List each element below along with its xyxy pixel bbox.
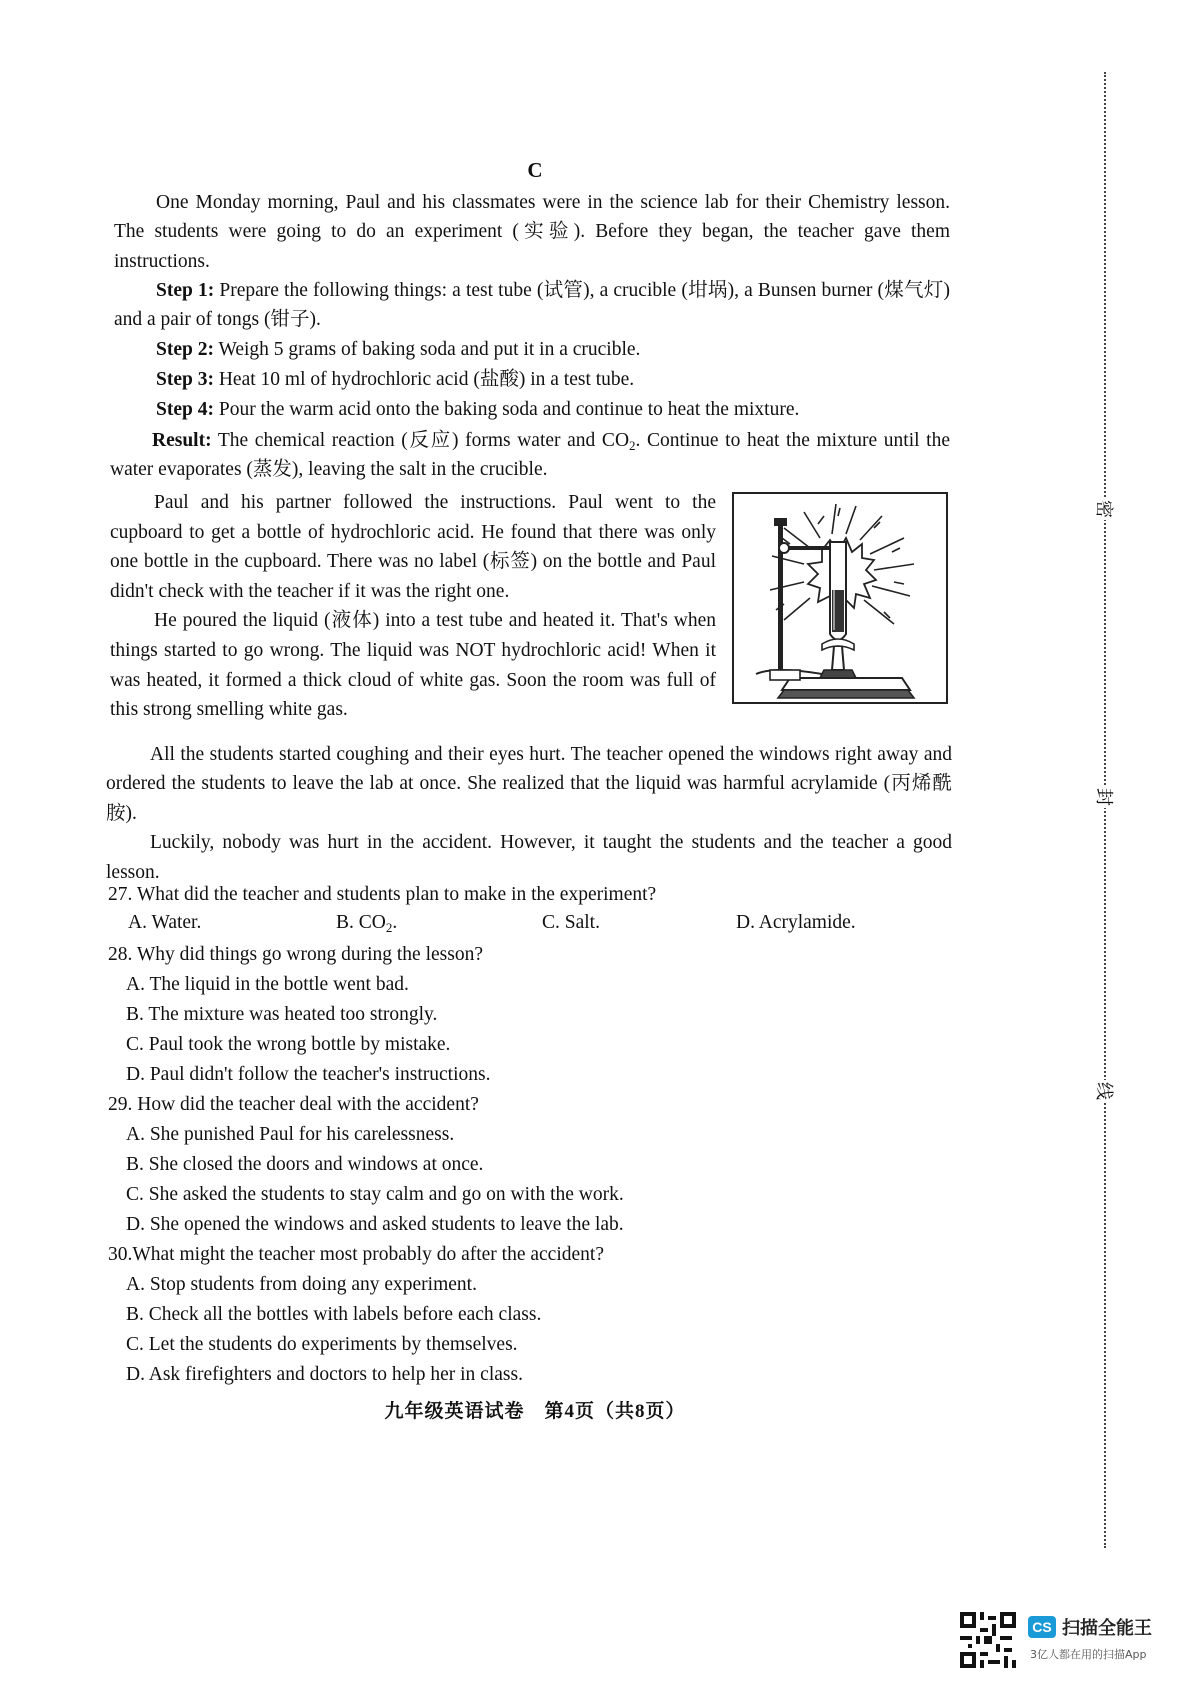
cs-logo-icon: CS <box>1028 1616 1056 1638</box>
story-paragraph: All the students started coughing and their eyes hurt. The teacher opened the windows right away and ordered the students to leave the lab at once. She realized that the liquid was harmful acrylamide (丙烯酰胺). <box>106 744 952 824</box>
intro-paragraph: One Monday morning, Paul and his classmates were in the science lab for their Chemistry lesson. The students were going to do an experiment (实验). Before they began, the teacher gave them instructions. <box>114 192 950 272</box>
scanner-tagline: 3亿人都在用的扫描App <box>1030 1648 1147 1661</box>
page-footer: 九年级英语试卷 第4页（共8页） <box>384 1401 686 1422</box>
option-29-b[interactable]: B. She closed the doors and windows at once. <box>126 1154 484 1175</box>
seal-mark-mi: 密 <box>1090 498 1120 520</box>
option-27-d[interactable]: D. Acrylamide. <box>736 912 856 933</box>
result-paragraph: Result: The chemical reaction (反应) forms water and $CO_2$. Continue to heat the mixture until the water evaporates (蒸发), leaving the salt in the crucible. <box>110 430 950 481</box>
option-30-c[interactable]: C. Let the students do experiments by themselves. <box>126 1334 518 1355</box>
step-4 <box>156 395 799 424</box>
option-27-b[interactable]: B. $CO_2$. <box>336 912 398 935</box>
story-paragraph: Luckily, nobody was hurt in the accident. However, it taught the students and the teacher a good lesson. <box>106 832 952 883</box>
step-text: Pour the warm acid onto the baking soda and continue to heat the mixture. <box>218 399 800 420</box>
scanner-app-name: 扫描全能王 <box>1062 1618 1152 1639</box>
step-text: Heat 10 ml of hydrochloric acid (盐酸) in a test tube. <box>218 369 635 390</box>
bunsen-burner-test-tube-icon <box>734 494 946 702</box>
option-29-c[interactable]: C. She asked the students to stay calm and go on with the work. <box>126 1184 624 1205</box>
option-27-c[interactable]: C. Salt. <box>542 912 600 933</box>
option-27-a[interactable]: A. Water. <box>128 912 202 933</box>
qr-code-icon <box>960 1612 1016 1668</box>
option-28-d[interactable]: D. Paul didn't follow the teacher's instructions. <box>126 1064 491 1085</box>
step-2 <box>156 335 640 364</box>
step-text: Weigh 5 grams of baking soda and put it in a crucible. <box>218 339 641 360</box>
option-28-c[interactable]: C. Paul took the wrong bottle by mistake. <box>126 1034 451 1055</box>
scanner-watermark <box>960 1612 1186 1680</box>
option-29-d[interactable]: D. She opened the windows and asked students to leave the lab. <box>126 1214 624 1235</box>
question-27: 27. What did the teacher and students plan to make in the experiment? <box>108 884 657 905</box>
lab-illustration <box>732 492 948 704</box>
story-paragraph: Paul and his partner followed the instructions. Paul went to the cupboard to get a bottle of hydrochloric acid. He found that there was only one bottle in the cupboard. There was no label (标签) on the bottle and Paul didn't check with the teacher if it was the right one. <box>110 492 716 602</box>
section-letter: C <box>527 158 543 182</box>
step-label: Step 4: <box>156 399 214 420</box>
step-label: Step 1: <box>156 280 215 301</box>
step-3 <box>156 365 634 394</box>
seal-mark-feng: 封 <box>1090 786 1120 808</box>
option-29-a[interactable]: A. She punished Paul for his carelessness. <box>126 1124 455 1145</box>
step-label: Step 3: <box>156 369 214 390</box>
question-29: 29. How did the teacher deal with the accident? <box>108 1094 479 1115</box>
option-28-b[interactable]: B. The mixture was heated too strongly. <box>126 1004 438 1025</box>
step-text: Prepare the following things: a test tube (试管), a crucible (坩埚), a Bunsen burner (煤气灯) and a pair of tongs (钳子). <box>114 280 951 331</box>
binding-dotted-line <box>1104 72 1106 1548</box>
step-label: Step 2: <box>156 339 214 360</box>
result-label: Result: <box>152 430 212 451</box>
story-wrapped-text <box>110 488 716 725</box>
question-30: 30.What might the teacher most probably do after the accident? <box>108 1244 604 1265</box>
option-30-a[interactable]: A. Stop students from doing any experiment. <box>126 1274 477 1295</box>
story-continued <box>106 740 952 887</box>
seal-mark-xian: 线 <box>1090 1080 1120 1102</box>
option-30-d[interactable]: D. Ask firefighters and doctors to help her in class. <box>126 1364 523 1385</box>
option-30-b[interactable]: B. Check all the bottles with labels before each class. <box>126 1304 542 1325</box>
step-1 <box>114 276 950 335</box>
story-paragraph: He poured the liquid (液体) into a test tube and heated it. That's when things started to go wrong. The liquid was NOT hydrochloric acid! When it was heated, it formed a thick cloud of white gas. Soon the room was full of this strong smelling white gas. <box>110 610 716 721</box>
option-28-a[interactable]: A. The liquid in the bottle went bad. <box>126 974 409 995</box>
question-28: 28. Why did things go wrong during the lesson? <box>108 944 483 965</box>
